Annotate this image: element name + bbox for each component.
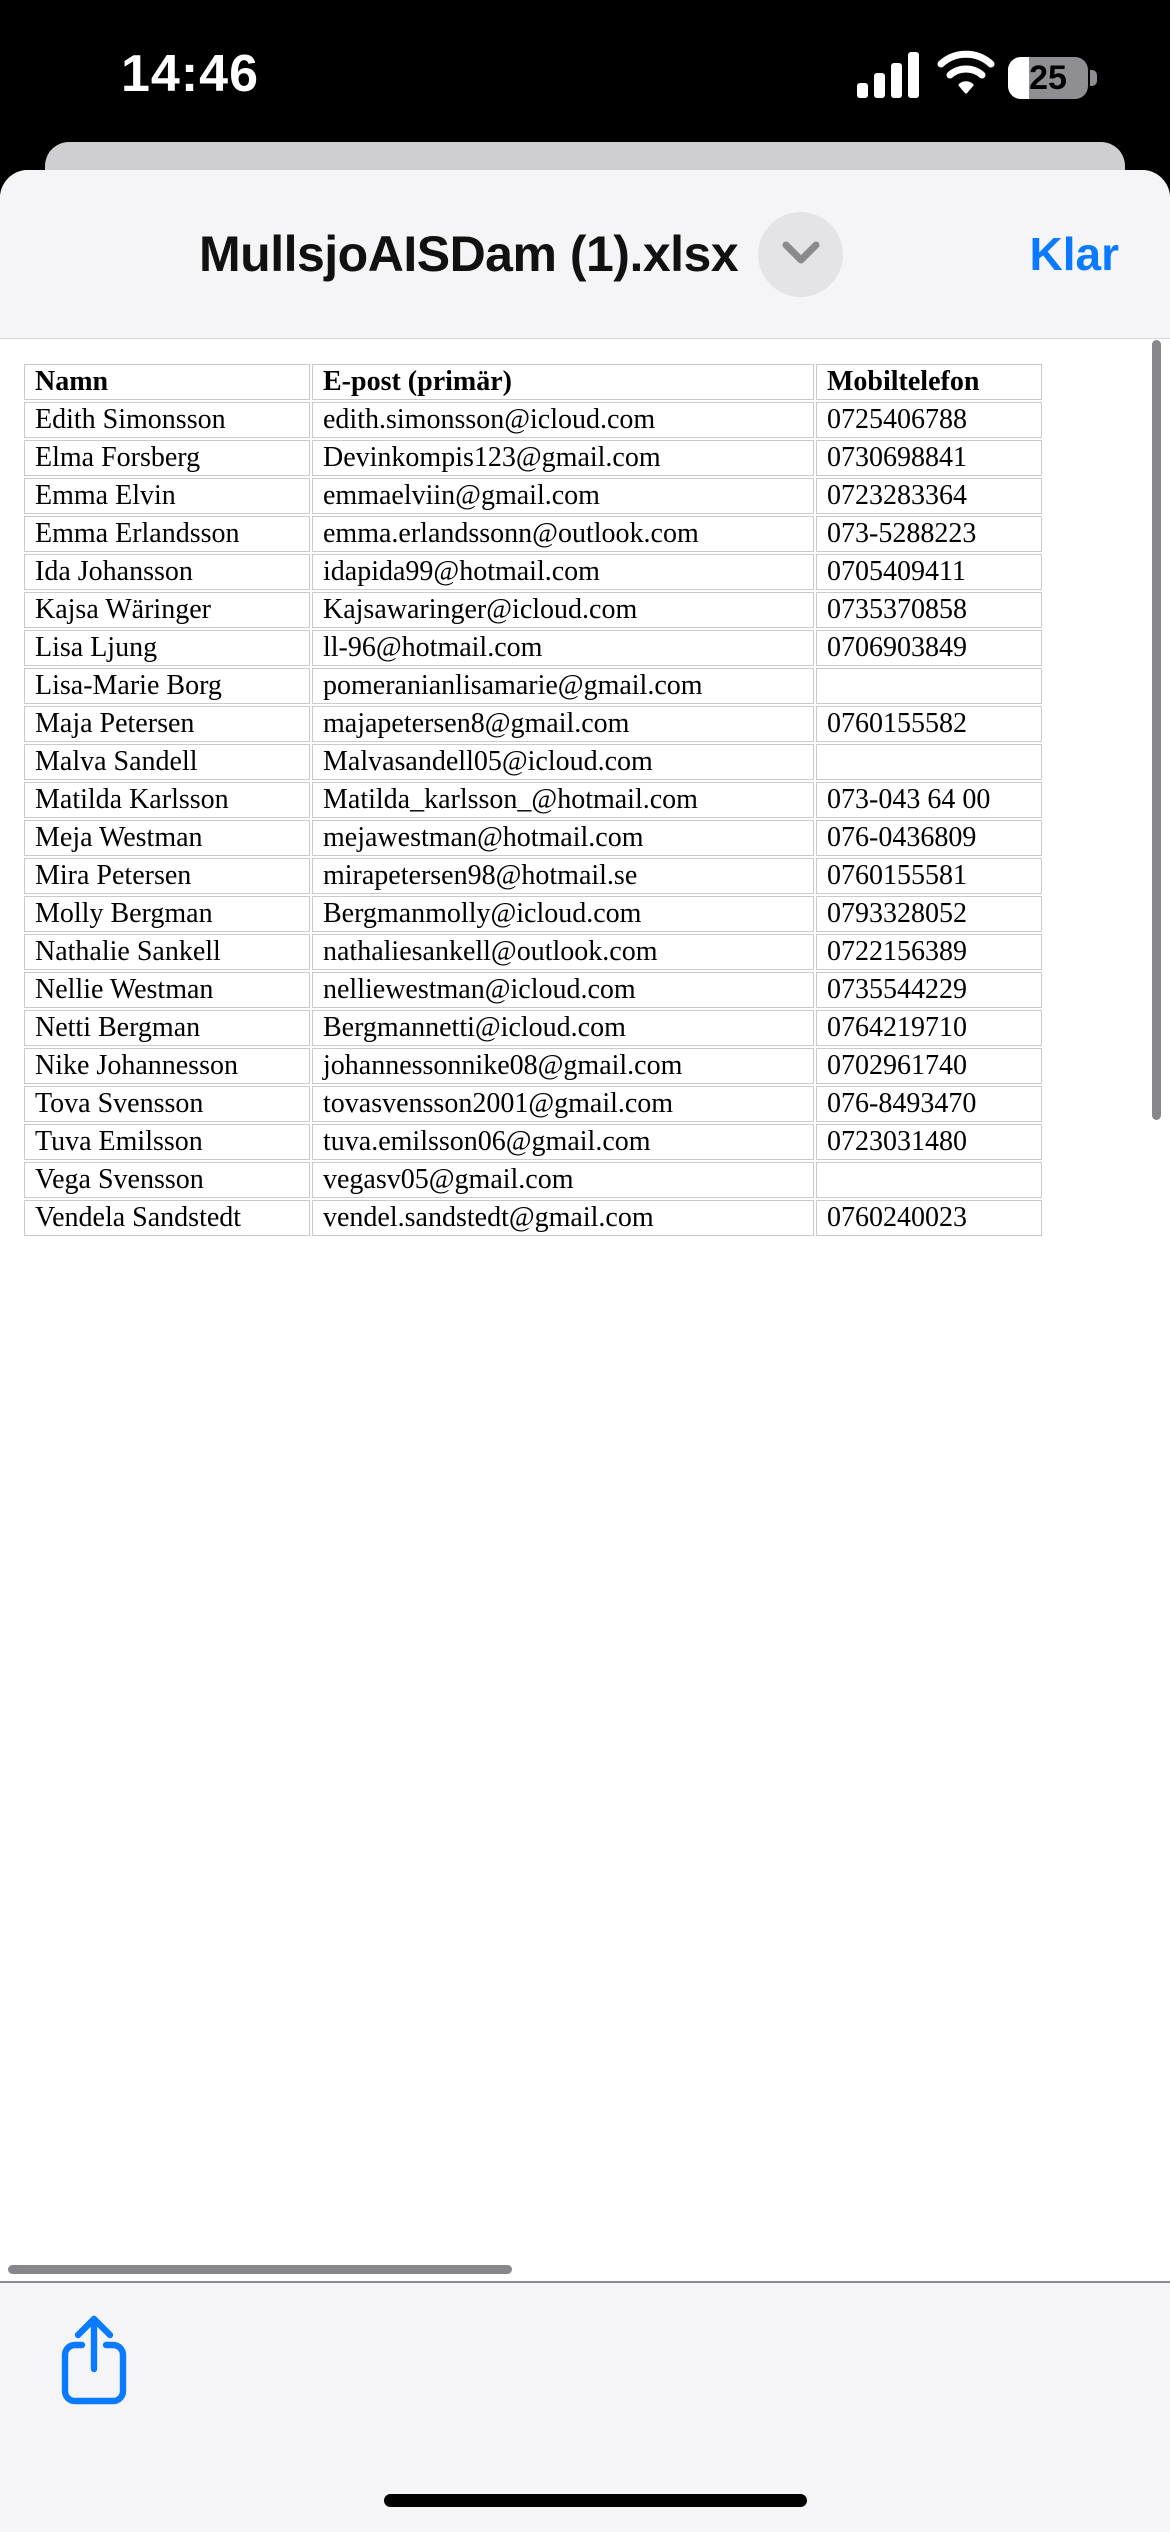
share-button[interactable]	[59, 2311, 129, 2407]
status-time: 14:46	[121, 45, 259, 103]
cell-phone	[816, 1162, 1042, 1198]
spreadsheet-table	[22, 362, 1044, 1238]
cell-name: Vendela Sandstedt	[24, 1200, 310, 1236]
table-row	[24, 1162, 1042, 1198]
done-button[interactable]: Klar	[1030, 170, 1119, 338]
vertical-scrollbar[interactable]	[1152, 340, 1161, 1120]
table-row	[24, 858, 1042, 894]
cell-phone: 073-5288223	[816, 516, 1042, 552]
cell-name: Nathalie Sankell	[24, 934, 310, 970]
battery-icon	[1008, 57, 1088, 99]
cell-name: Tuva Emilsson	[24, 1124, 310, 1160]
cell-email: nathaliesankell@outlook.com	[312, 934, 814, 970]
cell-name: Edith Simonsson	[24, 402, 310, 438]
cell-email: Kajsawaringer@icloud.com	[312, 592, 814, 628]
document-scroll-area[interactable]	[0, 340, 1170, 2532]
table-row	[24, 896, 1042, 932]
table-row	[24, 820, 1042, 856]
cell-email: nelliewestman@icloud.com	[312, 972, 814, 1008]
document-title: MullsjoAISDam (1).xlsx	[199, 226, 739, 282]
cell-email: Malvasandell05@icloud.com	[312, 744, 814, 780]
cell-phone: 0723283364	[816, 478, 1042, 514]
table-row	[24, 402, 1042, 438]
cell-email: edith.simonsson@icloud.com	[312, 402, 814, 438]
cell-phone: 076-0436809	[816, 820, 1042, 856]
cellular-signal-icon	[857, 52, 923, 98]
cell-phone: 0735544229	[816, 972, 1042, 1008]
cell-phone: 0722156389	[816, 934, 1042, 970]
cell-name: Kajsa Wäringer	[24, 592, 310, 628]
header-mobiltelefon: Mobiltelefon	[816, 364, 1042, 400]
cell-name: Nellie Westman	[24, 972, 310, 1008]
header-namn: Namn	[24, 364, 310, 400]
cell-email: vegasv05@gmail.com	[312, 1162, 814, 1198]
battery-percent: 25	[1029, 58, 1067, 97]
cell-email: ll-96@hotmail.com	[312, 630, 814, 666]
cell-phone: 0723031480	[816, 1124, 1042, 1160]
cell-phone: 0760155581	[816, 858, 1042, 894]
cell-name: Tova Svensson	[24, 1086, 310, 1122]
cell-name: Emma Erlandsson	[24, 516, 310, 552]
table-row	[24, 972, 1042, 1008]
table-row	[24, 934, 1042, 970]
table-row	[24, 1086, 1042, 1122]
battery-nub	[1090, 70, 1097, 86]
cell-phone: 0760155582	[816, 706, 1042, 742]
cell-phone: 076-8493470	[816, 1086, 1042, 1122]
cell-name: Vega Svensson	[24, 1162, 310, 1198]
cell-email: Bergmanmolly@icloud.com	[312, 896, 814, 932]
home-indicator[interactable]	[384, 2494, 807, 2507]
table-row	[24, 782, 1042, 818]
cell-phone: 0760240023	[816, 1200, 1042, 1236]
table-row	[24, 516, 1042, 552]
cell-name: Emma Elvin	[24, 478, 310, 514]
cell-email: emma.erlandssonn@outlook.com	[312, 516, 814, 552]
cell-phone: 0730698841	[816, 440, 1042, 476]
cell-email: mirapetersen98@hotmail.se	[312, 858, 814, 894]
cell-email: majapetersen8@gmail.com	[312, 706, 814, 742]
cell-name: Malva Sandell	[24, 744, 310, 780]
table-row	[24, 630, 1042, 666]
wifi-icon	[937, 50, 995, 99]
table-row	[24, 1048, 1042, 1084]
cell-email: emmaelviin@gmail.com	[312, 478, 814, 514]
title-menu-button[interactable]	[758, 212, 843, 297]
title-group	[199, 170, 843, 338]
table-row	[24, 668, 1042, 704]
navigation-bar	[0, 170, 1170, 339]
header-epost: E-post (primär)	[312, 364, 814, 400]
cell-phone: 0793328052	[816, 896, 1042, 932]
cell-email: johannessonnike08@gmail.com	[312, 1048, 814, 1084]
cell-email: mejawestman@hotmail.com	[312, 820, 814, 856]
cell-phone: 0702961740	[816, 1048, 1042, 1084]
cell-email: Matilda_karlsson_@hotmail.com	[312, 782, 814, 818]
cell-phone: 0706903849	[816, 630, 1042, 666]
table-row	[24, 1010, 1042, 1046]
cell-name: Maja Petersen	[24, 706, 310, 742]
cell-name: Mira Petersen	[24, 858, 310, 894]
table-row	[24, 440, 1042, 476]
cell-phone: 0735370858	[816, 592, 1042, 628]
cell-name: Nike Johannesson	[24, 1048, 310, 1084]
cell-name: Molly Bergman	[24, 896, 310, 932]
cell-name: Meja Westman	[24, 820, 310, 856]
cell-phone	[816, 668, 1042, 704]
table-row	[24, 744, 1042, 780]
cell-email: tovasvensson2001@gmail.com	[312, 1086, 814, 1122]
cell-email: Bergmannetti@icloud.com	[312, 1010, 814, 1046]
table-row	[24, 592, 1042, 628]
share-icon	[59, 2395, 129, 2410]
cell-name: Elma Forsberg	[24, 440, 310, 476]
cell-name: Ida Johansson	[24, 554, 310, 590]
horizontal-scrollbar[interactable]	[8, 2265, 512, 2274]
bottom-toolbar	[0, 2281, 1170, 2532]
cell-email: vendel.sandstedt@gmail.com	[312, 1200, 814, 1236]
table-row	[24, 554, 1042, 590]
table-header-row	[24, 364, 1042, 400]
cell-email: Devinkompis123@gmail.com	[312, 440, 814, 476]
cell-phone: 0725406788	[816, 402, 1042, 438]
document-sheet	[0, 170, 1170, 2532]
table-row	[24, 706, 1042, 742]
table-row	[24, 1124, 1042, 1160]
cell-phone: 0705409411	[816, 554, 1042, 590]
cell-name: Matilda Karlsson	[24, 782, 310, 818]
cell-name: Lisa-Marie Borg	[24, 668, 310, 704]
cell-phone: 073-043 64 00	[816, 782, 1042, 818]
table-row	[24, 1200, 1042, 1236]
cell-phone: 0764219710	[816, 1010, 1042, 1046]
cell-phone	[816, 744, 1042, 780]
cell-name: Netti Bergman	[24, 1010, 310, 1046]
cell-email: idapida99@hotmail.com	[312, 554, 814, 590]
cell-email: tuva.emilsson06@gmail.com	[312, 1124, 814, 1160]
table-row	[24, 478, 1042, 514]
chevron-down-icon	[782, 241, 820, 268]
cell-name: Lisa Ljung	[24, 630, 310, 666]
cell-email: pomeranianlisamarie@gmail.com	[312, 668, 814, 704]
